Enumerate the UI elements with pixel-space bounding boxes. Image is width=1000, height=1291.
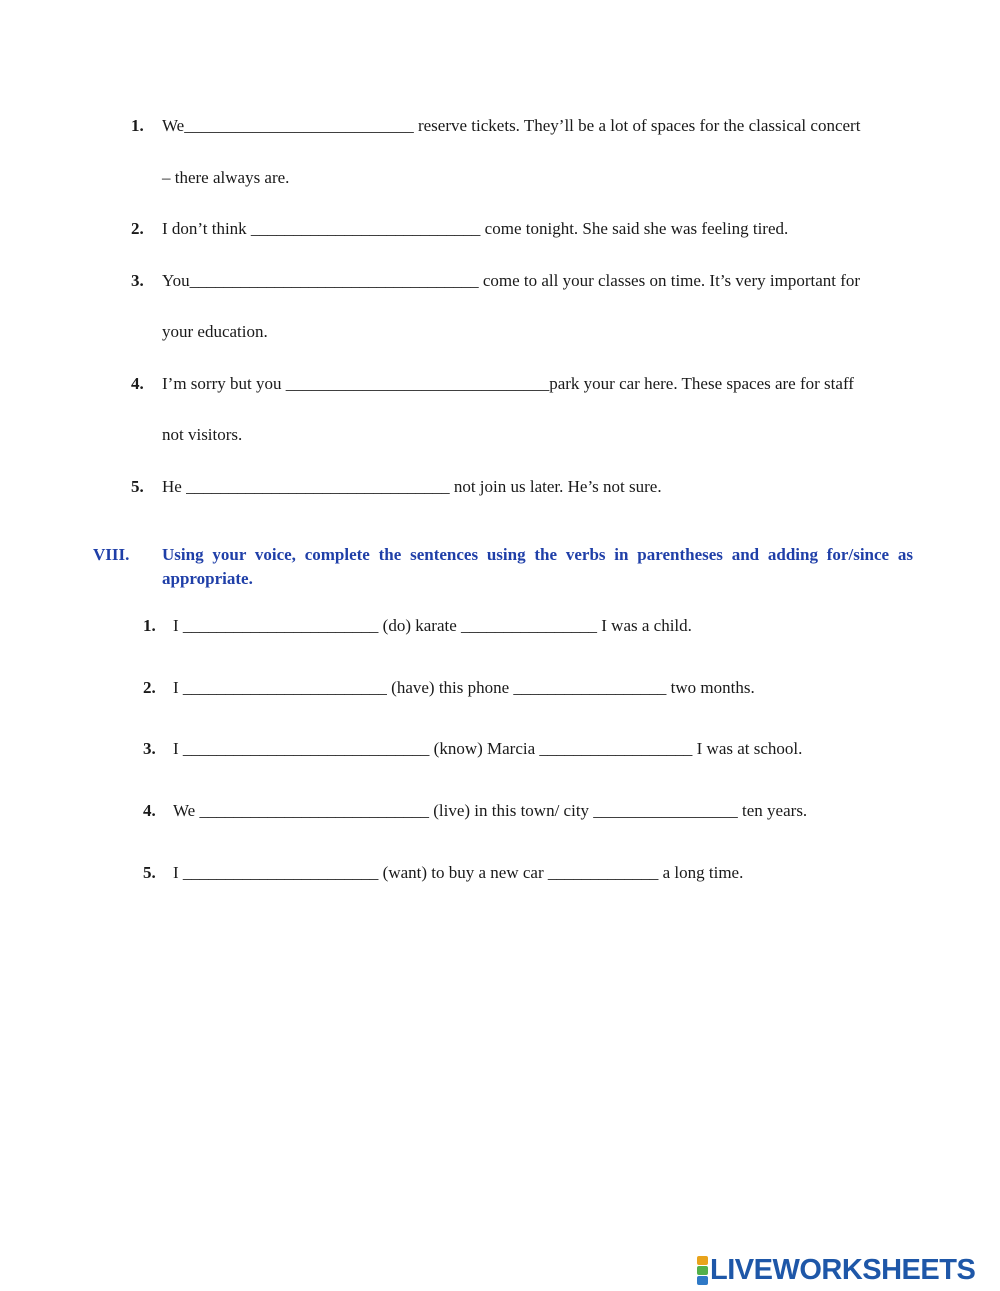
item-text: I _____________________________ (know) Marcia __________________ I was at school. [173, 739, 803, 758]
item-number: 2. [143, 678, 156, 697]
item-text: We ___________________________ (live) in this town/ city _________________ ten years. [173, 801, 808, 820]
logo-block-middle [697, 1266, 708, 1275]
liveworksheets-wordmark: LIVEWORKSHEETS [710, 1253, 976, 1286]
logo-block-bottom [697, 1276, 708, 1285]
item-text-line-1: He _______________________________ not join us later. He’s not sure. [162, 477, 662, 496]
item-number: 3. [143, 739, 156, 758]
item-number: 5. [131, 477, 144, 496]
section-number: VIII. [93, 545, 130, 564]
liveworksheets-logo [697, 1252, 975, 1288]
item-text-line-1: I’m sorry but you _______________________________park your car here. These spaces are for staff [162, 374, 854, 393]
item-number: 5. [143, 863, 156, 882]
item-text: I ________________________ (have) this phone __________________ two months. [173, 678, 755, 697]
exercise-item-4-continued [162, 424, 242, 446]
section-instruction: Using your voice, complete the sentences using the verbs in parentheses and adding for/since as appropriate. [162, 545, 913, 588]
liveworksheets-logo-icon [697, 1256, 708, 1285]
item-text-line-2: your education. [162, 322, 268, 341]
logo-block-top [697, 1256, 708, 1265]
item-text-line-1: You__________________________________ come to all your classes on time. It’s very important for [162, 271, 861, 290]
item-number: 1. [131, 116, 144, 135]
item-number: 3. [131, 271, 144, 290]
item-number: 4. [131, 374, 144, 393]
item-text: I _______________________ (do) karate ________________ I was a child. [173, 616, 692, 635]
item-text-line-2: – there always are. [162, 168, 290, 187]
item-text-line-2: not visitors. [162, 425, 243, 444]
item-text-line-1: We___________________________ reserve tickets. They’ll be a lot of spaces for the classical concert [162, 116, 861, 135]
item-number: 1. [143, 616, 156, 635]
exercise-item-3-continued [162, 321, 268, 343]
item-text-line-1: I don’t think ___________________________ come tonight. She said she was feeling tired. [162, 219, 789, 238]
item-number: 2. [131, 219, 144, 238]
item-number: 4. [143, 801, 156, 820]
item-text: I _______________________ (want) to buy a new car _____________ a long time. [173, 863, 744, 882]
exercise-item-1-continued [162, 167, 289, 189]
